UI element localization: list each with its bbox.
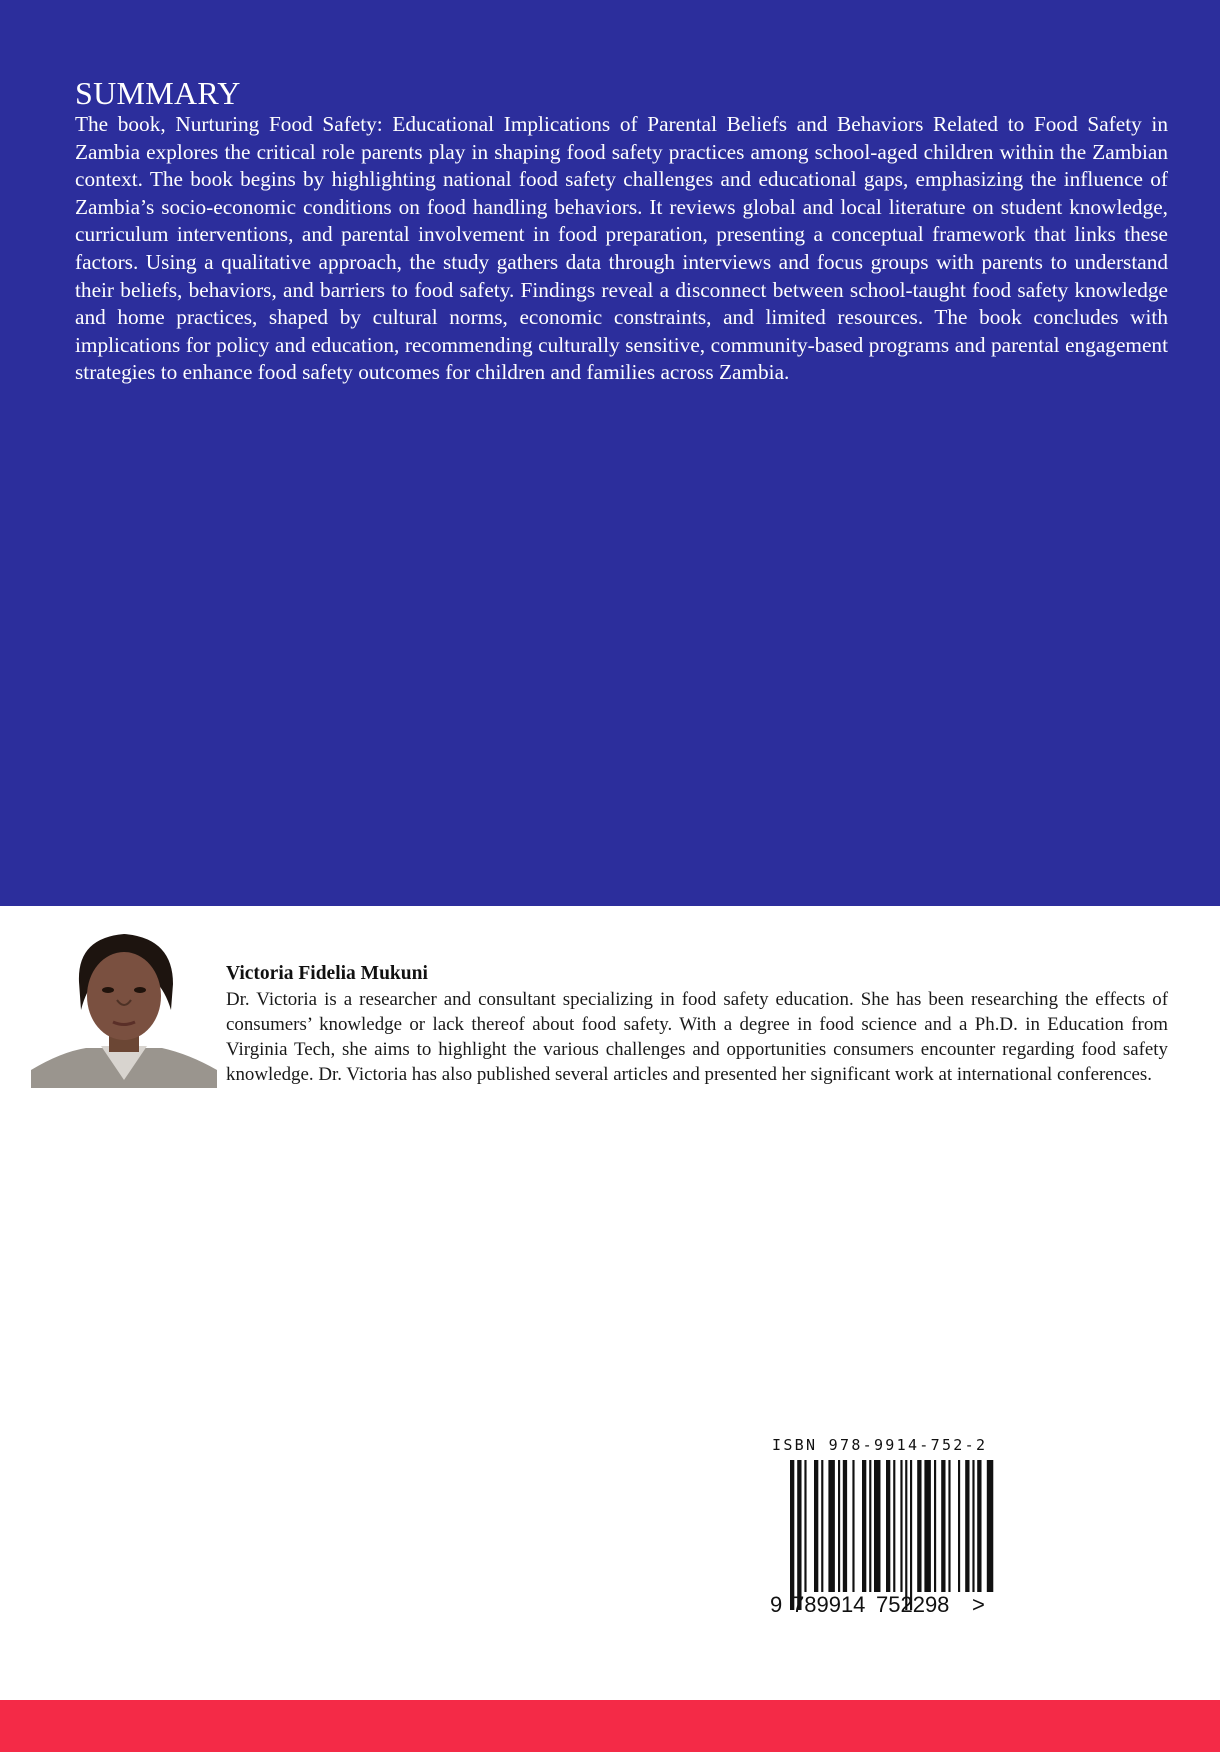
author-bio: Dr. Victoria is a researcher and consultant specializing in food safety education. She has been researching the effects of consumers’ knowledge or lack thereof about food safety. With a degree in food science and a Ph.D. in Education from Virginia Tech, she aims to highlight the various challenges and opportunities consumers encounter regarding food safety knowledge. Dr. Victoria has also published several articles and presented her significant work at international conferences. — [226, 989, 1168, 1085]
barcode-icon — [770, 1460, 994, 1620]
barcode-digits-right: 752298 — [876, 1592, 950, 1617]
barcode-digits-left: 789914 — [792, 1592, 866, 1617]
barcode-bars — [790, 1460, 994, 1610]
author-name: Victoria Fidelia Mukuni — [226, 963, 428, 984]
author-photo — [31, 930, 217, 1088]
summary-title: SUMMARY — [75, 75, 241, 111]
summary-text: The book, Nurturing Food Safety: Educational Implications of Parental Beliefs and Behaviors Related to Food Safety in Zambia explores the critical role parents play in shaping food safety practices among school-aged children within the Zambian context. The book begins by highlighting national food safety challenges and educational gaps, emphasizing the influence of Zambia’s socio-economic conditions on food handling behaviors. It reviews global and local literature on student knowledge, curriculum interventions, and parental involvement in food preparation, presenting a conceptual framework that links these factors. Using a qualitative approach, the study gathers data through interviews and focus groups with parents to understand their beliefs, behaviors, and barriers to food safety. Findings reveal a disconnect between school-taught food safety knowledge and home practices, shaped by cultural norms, economic constraints, and limited resources. The book concludes with implications for policy and education, recommending culturally sensitive, community-based programs and parental engagement strategies to enhance food safety outcomes for children and families across Zambia. — [75, 112, 1168, 385]
footer-bar — [0, 1700, 1220, 1752]
isbn-barcode — [770, 1436, 994, 1620]
isbn-label: ISBN 978-9914-752-2 — [772, 1436, 988, 1454]
barcode-quiet-mark: > — [972, 1592, 985, 1617]
barcode-lead-digit: 9 — [770, 1592, 783, 1617]
